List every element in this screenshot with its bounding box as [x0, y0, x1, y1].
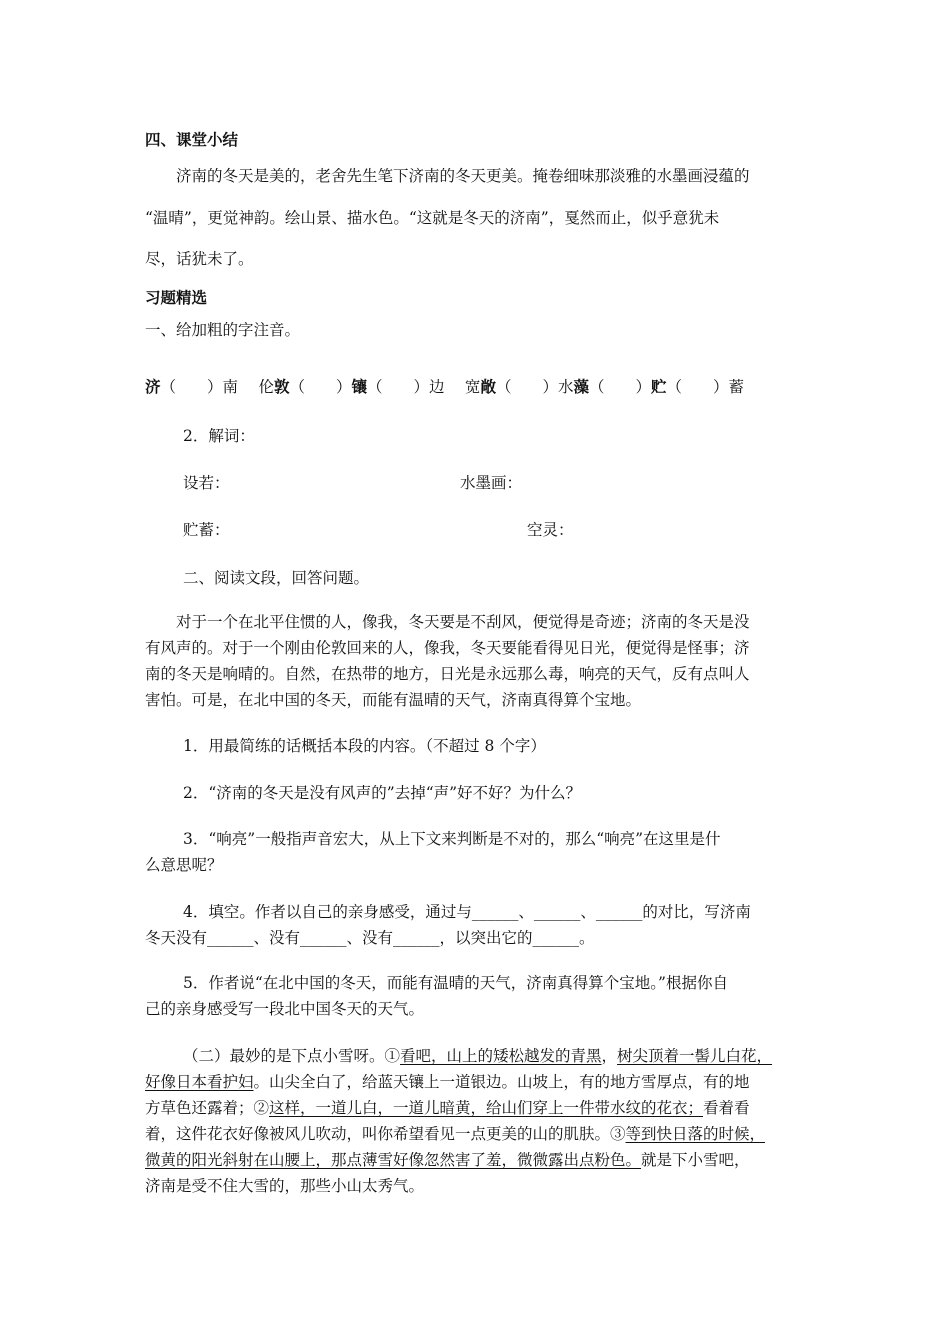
question-1: 1．用最简练的话概括本段的内容。（不超过 8 个字） [183, 737, 546, 755]
question-2: 2．“济南的冬天是没有风声的”去掉“声”好不好？为什么？ [183, 784, 582, 802]
passage-line-4: 害怕。可是，在北中国的冬天，而能有温晴的天气，济南真得算个宝地。 [145, 691, 642, 709]
passage2-line-4 [145, 1122, 765, 1144]
bold-char: 敞 [480, 377, 496, 396]
term-kongling: 空灵： [527, 521, 574, 539]
summary-line-1: 济南的冬天是美的，老舍先生笔下济南的冬天更美。掩卷细味那淡雅的水墨画浸蕴的 [176, 167, 750, 185]
passage2-text: 看着看 [703, 1099, 750, 1117]
q1-title: 一、给加粗的字注音。 [145, 321, 301, 339]
passage-line-2: 有风声的。对于一个刚由伦敦回来的人，像我，冬天要能看得见日光，便觉得是怪事；济 [145, 639, 750, 657]
pinyin-blank: （ ） [588, 378, 651, 396]
underlined-text: 好像日本看护妇 [145, 1073, 254, 1091]
passage2-text: 就是下小雪吧， [641, 1151, 750, 1169]
passage2-text: ， [601, 1047, 618, 1065]
pinyin-blank: （ ）蓄 [666, 378, 745, 396]
pinyin-blank: （ ）边 宽 [367, 378, 481, 396]
question-5-line-2: 己的亲身感受写一段北中国冬天的天气。 [145, 1000, 425, 1018]
underlined-text: 看吧，山上的矮松越发的青黑 [400, 1047, 602, 1065]
passage2-line-5 [145, 1148, 750, 1170]
pinyin-blank: （ ）水 [495, 378, 574, 396]
underlined-text: 这样，一道儿白，一道儿暗黄，给山们穿上一件带水纹的花衣； [269, 1099, 704, 1117]
underlined-text: 微黄的阳光斜射在山腰上，那点薄雪好像忽然害了羞，微微露出点粉色。 [145, 1151, 642, 1169]
underlined-text: 等到快日落的时候， [625, 1125, 766, 1143]
bold-char: 济 [145, 377, 161, 396]
bold-char: 镶 [351, 377, 367, 396]
summary-line-3: 尽，话犹未了。 [145, 250, 254, 268]
passage2-line-3 [145, 1096, 750, 1118]
bold-char: 贮 [651, 377, 667, 396]
bold-char: 藻 [573, 377, 589, 396]
question-3-line-2: 么意思呢？ [145, 856, 223, 874]
pinyin-row [145, 375, 744, 397]
term-sheruo: 设若： [183, 474, 230, 492]
passage2-line-2 [145, 1070, 750, 1092]
question-3-line-1: 3．“响亮”一般指声音宏大，从上下文来判断是不对的，那么“响亮”在这里是什 [183, 830, 721, 848]
passage2-text: 。山尖全白了，给蓝天镶上一道银边。山坡上，有的地方雪厚点，有的地 [253, 1073, 750, 1091]
passage-line-3: 南的冬天是响晴的。自然，在热带的地方，日光是永远那么毒，响亮的天气，反有点叫人 [145, 665, 750, 683]
summary-heading: 四、课堂小结 [145, 130, 239, 149]
passage2-text: （二）最妙的是下点小雪呀。① [183, 1047, 401, 1065]
passage2-line-6: 济南是受不住大雪的，那些小山太秀气。 [145, 1177, 425, 1195]
term-zhuxu: 贮蓄： [183, 521, 230, 539]
passage2-line-1 [183, 1044, 772, 1066]
question-4-line-2: 冬天没有______、没有______、没有______，以突出它的______。 [145, 929, 595, 947]
question-4-line-1: 4．填空。作者以自己的亲身感受，通过与______、______、______的对比，写济南 [183, 903, 751, 921]
passage-line-1: 对于一个在北平住惯的人，像我，冬天要是不刮风，便觉得是奇迹；济南的冬天是没 [176, 613, 750, 631]
underlined-text: 树尖顶着一髻儿白花， [617, 1047, 773, 1065]
passage2-text: 着，这件花衣好像被风儿吹动，叫你希望看见一点更美的山的肌肤。③ [145, 1125, 626, 1143]
question-5-line-1: 5．作者说“在北中国的冬天，而能有温晴的天气，济南真得算个宝地。”根据你自 [183, 974, 728, 992]
exercises-heading: 习题精选 [145, 288, 208, 307]
term-shuimohua: 水墨画： [460, 474, 523, 492]
pinyin-blank: （ ） [289, 378, 352, 396]
q2-title: 2．解词： [183, 427, 255, 445]
passage2-text: 方草色还露着；② [145, 1099, 270, 1117]
part2-title: 二、阅读文段，回答问题。 [183, 569, 370, 587]
pinyin-blank: （ ）南 伦 [160, 378, 274, 396]
bold-char: 敦 [273, 377, 290, 396]
summary-line-2: “温晴”，更觉神韵。绘山景、描水色。“这就是冬天的济南”，戛然而止，似乎意犹未 [145, 209, 720, 227]
